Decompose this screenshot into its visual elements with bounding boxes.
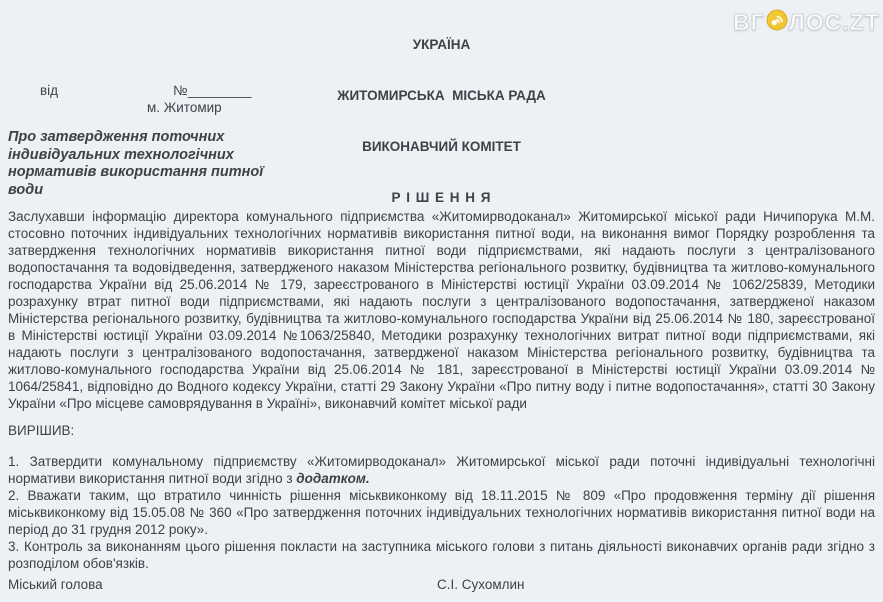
watermark-suffix: ЛОС.ZT [788,8,880,35]
resolution-section [8,422,875,572]
letterhead-doc-type: Р І Ш Е Н Н Я [391,190,492,205]
letterhead [0,2,883,240]
letterhead-committee: ВИКОНАВЧИЙ КОМІТЕТ [362,139,521,154]
watermark-prefix: ВГ [733,8,765,35]
subject-line: нормативів використання питної [8,164,264,180]
decision-label: ВИРІШИВ: [8,423,75,438]
city-label: м. Житомир [147,100,222,115]
letterhead-council: ЖИТОМИРСЬКА МІСЬКА РАДА [337,88,546,103]
subject-title [8,129,263,199]
date-label: від [40,83,59,98]
letterhead-country: УКРАЇНА [412,37,471,52]
resolution-item-2: 2. Вважати таким, що втратило чинність рішення міськвиконкому від 18.11.2015 № 809 «Про продовження терміну дії рішення міськвиконкому від 15.05.08 № 360 «Про затвердження поточних індивідуальних технологічних нормативів використання питної води на період до 31 грудня 2012 року». [8,488,875,537]
subject-line: води [8,181,44,198]
subject-line: Про затвердження поточних [8,129,225,145]
signature-position: Міський голова [8,577,103,592]
resolution-item-1-emphasis: додатком. [296,471,370,486]
resolution-item-3: 3. Контроль за виконанням цього рішення покласти на заступника міського голови з питань діяльності виконавчих органів ради згідно з розподілом обов'язків. [8,539,875,571]
subject-line: індивідуальних технологічних [8,146,234,163]
signature-name: С.І. Сухомлин [437,577,525,592]
preamble-paragraph: Заслухавши інформацію директора комунального підприємства «Житомирводоканал» Житомирської міської ради Ничипорука М.М. стосовно поточних індивідуальних технологічних нормативів використання питної води, на виконання вимог Порядку розроблення та затвердження технологічних нормативів використання питної води підприємствами, які надають послуги з централізованого водопостачання та водовідведення, затвердженого наказом Міністерства регіонального розвитку, будівництва та житлово-комунального господарства України від 25.06.2014 № 179, зареєстрованого в Міністерстві юстиції України 03.09.2014 № 1062/25839, Методики розрахунку втрат питної води підприємствами, які надають послуги з централізованого водопостачання, затвердженої наказом Міністерства регіонального розвитку, будівництва та житлово-комунального господарства України від 25.06.2014 № 180, зареєстрованої в Міністерстві юстиції України 03.09.2014 №1063/25840, Методики розрахунку технологічних витрат питної води підприємствами, які надають послуги з централізованого водопостачання, затвердженої наказом Міністерства регіонального розвитку, будівництва та житлово-комунального господарства України від 25.06.2014 № 181, зареєстрованої в Міністерстві юстиції України 03.09.2014 № 1064/25841, відповідно до Водного кодексу України, статті 29 Закону України «Про питну воду і питне водопостачання», статті 30 Закону України «Про місцеве самоврядування в Україні», виконавчий комітет міської ради [8,209,875,411]
resolution-item-1 [8,453,875,487]
document-number-blank: №________ [173,83,253,98]
resolution-item-1-text: 1. Затвердити комунальному підприємству «Житомирводоканал» Житомирської міської ради поточні індивідуальні технологічні нормативи використання питної води згідно з [8,454,875,486]
